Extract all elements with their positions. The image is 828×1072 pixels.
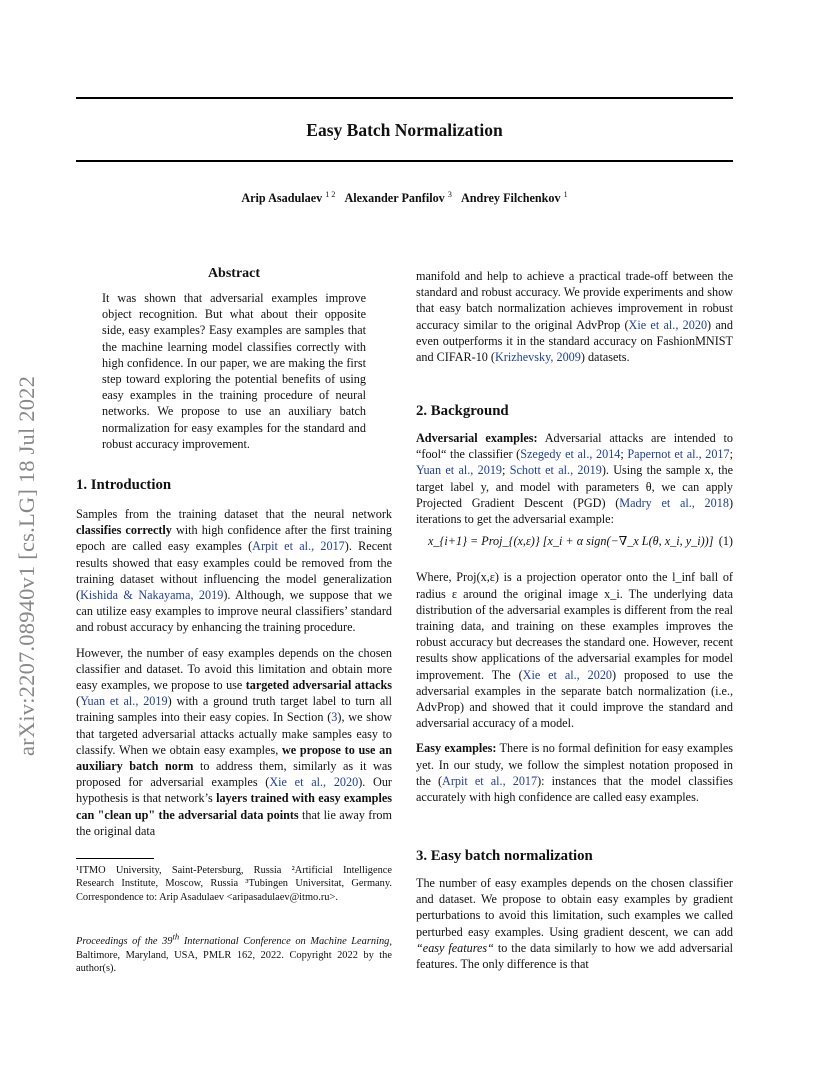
citation-link[interactable]: Arpit et al., 2017 xyxy=(252,539,345,554)
citation-link[interactable]: Papernot et al., 2017 xyxy=(627,447,730,462)
equation-body: x_{i+1} = Proj_{(x,ε)} [x_i + α sign(−∇_x L(θ, x_i, y_i))] xyxy=(428,534,714,549)
intro-paragraph-1: Samples from the training dataset that the neural network classifies correctly with high confidence after the first training epoch are called easy examples (Arpit et al., 2017). Recent results showed that easy examples could be removed from the training dataset without influencing the model generalization (Kishida & Nakayama, 2019). Although, we suppose that we can utilize easy examples to improve neural classifiers’ standard and robust accuracy by enhancing the training procedure. xyxy=(76,507,392,635)
footnote-proceedings: Proceedings of the 39th International Conference on Machine Learning, Baltimore, Maryland, USA, PMLR 162, 2022. Copyright 2022 by the author(s). xyxy=(76,932,392,975)
top-rule xyxy=(76,97,733,99)
intro-section xyxy=(76,476,392,839)
abstract-heading: Abstract xyxy=(207,266,261,281)
citation-link[interactable]: Yuan et al., 2019 xyxy=(80,694,168,709)
citation-link[interactable]: Arpit et al., 2017 xyxy=(442,773,538,788)
author-2: Alexander Panfilov xyxy=(344,191,445,206)
author-list xyxy=(76,190,733,206)
background-section xyxy=(416,402,733,805)
citation-link[interactable]: Yuan et al., 2019 xyxy=(416,463,503,478)
author-2-affil: 3 xyxy=(447,190,452,199)
footnote-rule xyxy=(76,858,154,859)
citation-link[interactable]: Kishida & Nakayama, 2019 xyxy=(80,588,224,603)
abstract-text: It was shown that adversarial examples improve object recognition. But what about their opposite side, easy examples? Easy examples are samples that the machine learning model classifies correctly with high confidence. In our paper, we are making the first step toward exploring the potential benefits of using easy examples in the training procedure of neural networks. We propose to use an auxiliary batch normalization for easy examples for the standard and robust accuracy improvement. xyxy=(102,291,366,451)
citation-link[interactable]: Xie et al., 2020 xyxy=(269,775,359,790)
intro-paragraph-2: However, the number of easy examples depends on the chosen classifier and dataset. To avoid this limitation and obtain more easy examples, we propose to use targeted adversarial attacks (Yuan et al., 2019) with a ground truth target label to turn all training samples into their easy copies. In Section (3), we show that targeted adversarial attacks actually make samples easy to classify. When we obtain easy examples, we propose to use an auxiliary batch norm to address them, similarly as it was proposed for adversarial examples (Xie et al., 2020). Our hypothesis is that network’s layers trained with easy examples can "clean up" the adversarial data points that lie away from the original data xyxy=(76,645,393,838)
author-3-affil: 1 xyxy=(563,190,568,199)
citation-link[interactable]: Xie et al., 2020 xyxy=(628,317,708,332)
section-3-heading: 3. Easy batch normalization xyxy=(416,848,593,864)
citation-link[interactable]: Krizhevsky, 2009 xyxy=(495,350,581,365)
citation-link[interactable]: Madry et al., 2018 xyxy=(619,495,729,510)
intro-continued: manifold and help to achieve a practical trade-off between the standard and robust accuracy. We provide experiments and show that easy batch normalization achieves improvement in robust accuracy similar to the original AdvProp (Xie et al., 2020) and even outperforms it in the standard accuracy on FashionMNIST and CIFAR-10 (Krizhevsky, 2009) datasets. xyxy=(416,269,733,365)
equation-1 xyxy=(416,533,733,549)
paper-title: Easy Batch Normalization xyxy=(306,120,503,140)
citation-link[interactable]: Xie et al., 2020 xyxy=(522,667,613,682)
author-3: Andrey Filchenkov xyxy=(460,191,561,206)
author-1-affil: 1 2 xyxy=(325,190,336,199)
section-3 xyxy=(416,847,733,972)
author-1: Arip Asadulaev xyxy=(241,191,323,206)
background-heading: 2. Background xyxy=(416,403,509,419)
section-link[interactable]: 3 xyxy=(331,710,338,725)
easy-examples-paragraph: Easy examples: There is no formal definition for easy examples yet. In our study, we follow the simplest notation proposed in the (Arpit et al., 2017): instances that the model classifies accurately with high confidence are called easy examples. xyxy=(416,741,733,805)
equation-number: (1) xyxy=(718,534,733,549)
arxiv-stamp: arXiv:2207.08940v1 [cs.LG] 18 Jul 2022 xyxy=(14,375,39,756)
intro-heading: 1. Introduction xyxy=(76,477,172,493)
where-paragraph: Where, Proj(x,ε) is a projection operator onto the l_inf ball of radius ε around the original image x_i. The underlying data distribution of the adversarial examples is different from the real training data, and training on these examples improves the robust accuracy but decreases the standard one. However, recent results show applications of the adversarial examples for model improvement. The (Xie et al., 2020) proposed to use the adversarial examples in the separate batch normalization (i.e., AdvProp) and showed that it could improve the standard and adversarial accuracy of a model. xyxy=(416,570,733,731)
citation-link[interactable]: Szegedy et al., 2014 xyxy=(520,447,621,462)
adversarial-paragraph: Adversarial examples: Adversarial attacks are intended to “fool“ the classifier (Szegedy et al., 2014; Papernot et al., 2017; Yuan et al., 2019; Schott et al., 2019). Using the sample x, the target label y, and model with parameters θ, we can apply Projected Gradient Descent (PGD) (Madry et al., 2018) iterations to get the adversarial example: xyxy=(416,431,734,527)
footnote-affiliations: ¹ITMO University, Saint-Petersburg, Russia ²Artificial Intelligence Research Institute, Moscow, Russia ³Tubingen Universitat, Germany. Correspondence to: Arip Asadulaev <aripasadulaev@itmo.ru>. xyxy=(76,865,392,903)
section-3-paragraph: The number of easy examples depends on the chosen classifier and dataset. We propose to obtain easy examples by gradient perturbations to avoid this limitation, such examples we called perturbed easy examples. Using gradient descent, we can add “easy features“ to the data similarly to how we add adversarial features. The only difference is that xyxy=(416,876,733,972)
title-rule xyxy=(76,160,733,162)
citation-link[interactable]: Schott et al., 2019 xyxy=(509,463,602,478)
